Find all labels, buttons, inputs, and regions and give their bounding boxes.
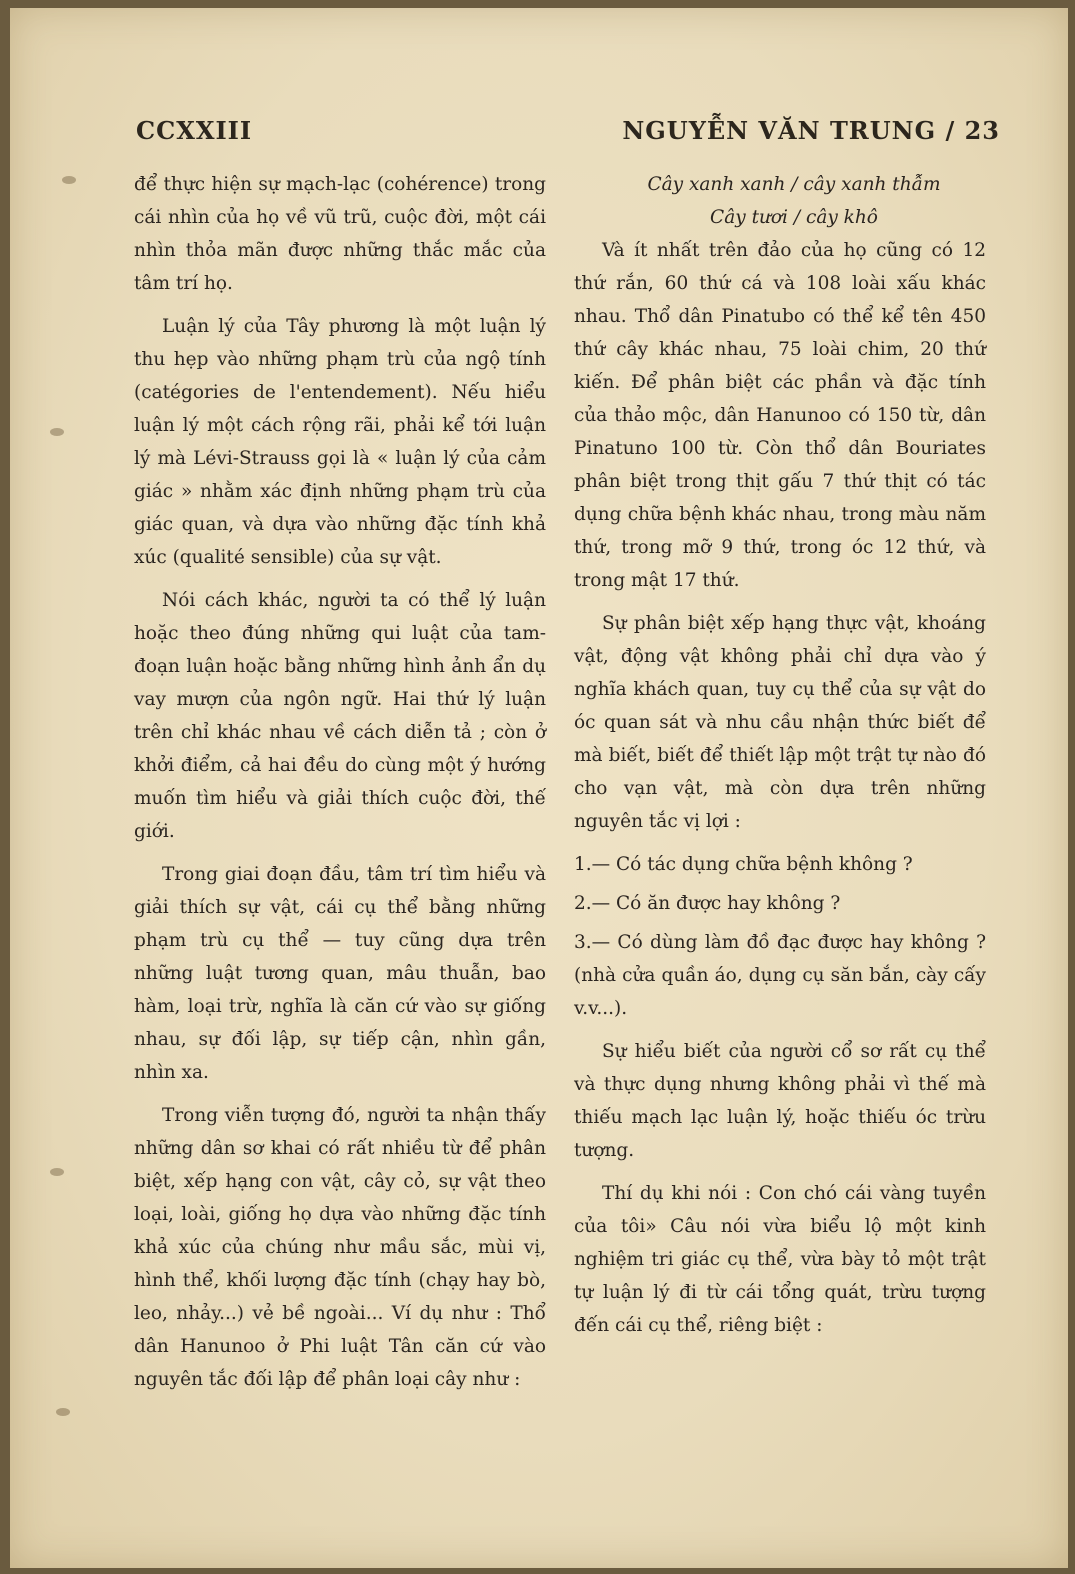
paragraph: Nói cách khác, người ta có thể lý luận hoặc theo đúng những qui luật của tam-đoạn luận hoặc bằng những hình ảnh ẩn dụ vay mượn của ngôn ngữ. Hai thứ lý luận trên chỉ khác nhau về cách diễn tả ; còn ở khởi điểm, cả hai đều do cùng một ý hướng muốn tìm hiểu và giải thích cuộc đời, thế giới. [134,590,546,842]
binding-hole [62,176,76,184]
issue-number: CCXXIII [136,116,253,145]
paragraph: Luận lý của Tây phương là một luận lý thu hẹp vào những phạm trù của ngộ tính (catégories de l'entendement). Nếu hiểu luận lý một cách rộng rãi, phải kể tới luận lý mà Lévi-Strauss gọi là « luận lý của cảm giác » nhằm xác định những phạm trù của giác quan, và dựa vào những đặc tính khả xúc (qualité sensible) của sự vật. [134,316,546,568]
verse-line: Cây xanh xanh / cây xanh thẫm [647,174,941,195]
running-header [136,116,1000,152]
list-item: 2.— Có ăn được hay không ? [574,893,841,914]
verse-line: Cây tươi / cây khô [710,207,878,228]
book-page [10,8,1068,1568]
list-item: 3.— Có dùng làm đồ đạc được hay không ? (nhà cửa quần áo, dụng cụ săn bắn, cày cấy v.v...). [574,932,986,1019]
binding-hole [56,1408,70,1416]
criteria-list [574,848,986,1025]
paragraph: Sự phân biệt xếp hạng thực vật, khoáng vật, động vật không phải chỉ dựa vào ý nghĩa khách quan, tuy cụ thể của sự vật do óc quan sát và nhu cầu nhận thức biết để mà biết, biết để thiết lập một trật tự nào đó cho vạn vật, mà còn dựa trên những nguyên tắc vị lợi : [574,613,986,832]
paragraph: Thí dụ khi nói : Con chó cái vàng tuyền của tôi» Câu nói vừa biểu lộ một kinh nghiệm tri giác cụ thể, vừa bày tỏ một trật tự luận lý đi từ cái tổng quát, trừu tượng đến cái cụ thể, riêng biệt : [574,1183,986,1336]
paragraph: Sự hiểu biết của người cổ sơ rất cụ thể và thực dụng nhưng không phải vì thế mà thiếu mạch lạc luận lý, hoặc thiếu óc trừu tượng. [574,1041,986,1161]
binding-hole [50,1168,64,1176]
paragraph: Trong giai đoạn đầu, tâm trí tìm hiểu và giải thích sự vật, cái cụ thể bằng những phạm trù cụ thể — tuy cũng dựa trên những luật tương quan, mâu thuẫn, bao hàm, loại trừ, nghĩa là căn cứ vào sự giống nhau, sự đối lập, sự tiếp cận, nhìn gần, nhìn xa. [134,864,546,1083]
binding-hole [50,428,64,436]
paragraph: Và ít nhất trên đảo của họ cũng có 12 thứ rắn, 60 thứ cá và 108 loài xấu khác nhau. Thổ dân Pinatubo có thể kể tên 450 thứ cây khác nhau, 75 loài chim, 20 thứ kiến. Để phân biệt các phần và đặc tính của thảo mộc, dân Hanunoo có 150 từ, dân Pinatuno 100 từ. Còn thổ dân Bouriates phân biệt trong thịt gấu 7 thứ thịt có tác dụng chữa bệnh khác nhau, trong màu năm thứ, trong mỡ 9 thứ, trong óc 12 thứ, và trong mật 17 thứ. [574,240,986,591]
author-page-number: NGUYỄN VĂN TRUNG / 23 [622,116,1000,145]
paragraph: để thực hiện sự mạch-lạc (cohérence) trong cái nhìn của họ về vũ trũ, cuộc đời, một cái nhìn thỏa mãn được những thắc mắc của tâm trí họ. [134,174,546,294]
right-column [574,168,986,1342]
left-column [134,168,546,1396]
paragraph: Trong viễn tượng đó, người ta nhận thấy những dân sơ khai có rất nhiều từ để phân biệt, xếp hạng con vật, cây cỏ, sự vật theo loại, loài, giống họ dựa vào những đặc tính khả xúc của chúng như mầu sắc, mùi vị, hình thể, khối lượng đặc tính (chạy hay bò, leo, nhảy...) vẻ bề ngoài... Ví dụ như : Thổ dân Hanunoo ở Phi luật Tân căn cứ vào nguyên tắc đối lập để phân loại cây như : [134,1105,546,1390]
list-item: 1.— Có tác dụng chữa bệnh không ? [574,854,913,875]
